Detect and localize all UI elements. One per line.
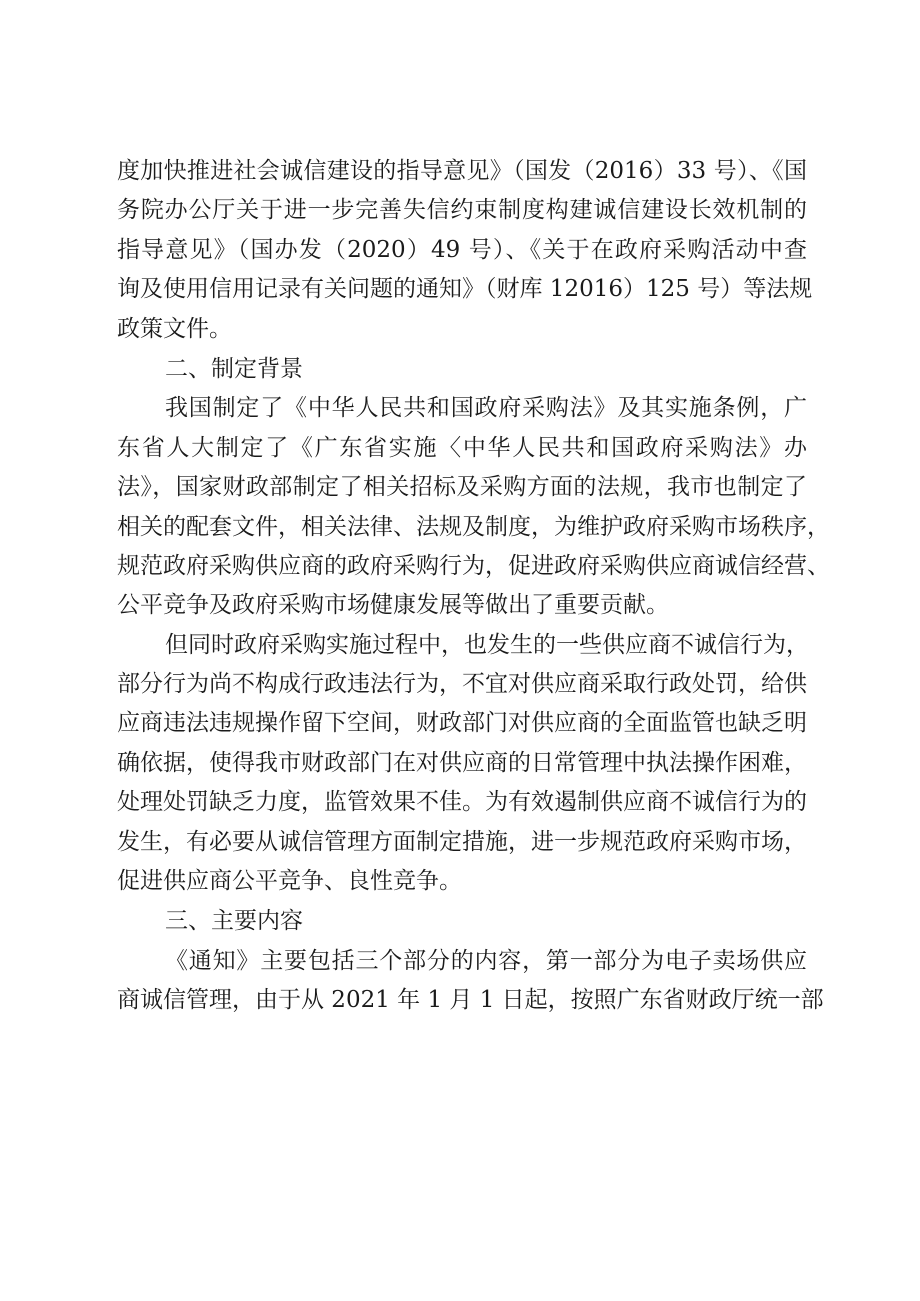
paragraph-main-content: [117, 942, 824, 1021]
text-line: 询及使用信用记录有关问题的通知》（财库 12016）125 号）等法规: [117, 276, 813, 303]
text-line: 法》，国家财政部制定了相关招标及采购方面的法规，我市也制定了: [117, 474, 807, 501]
text-line: 发生，有必要从诚信管理方面制定措施，进一步规范政府采购市场，: [117, 828, 807, 855]
text-line: 促进供应商公平竞争、良性竞争。: [117, 868, 462, 895]
text-line: 公平竞争及政府采购市场健康发展等做出了重要贡献。: [117, 592, 669, 619]
section-heading-background: 二、制定背景: [165, 355, 303, 382]
text-line: 度加快推进社会诚信建设的指导意见》（国发（2016）33 号）、《国: [117, 158, 807, 184]
text-line: 我国制定了《中华人民共和国政府采购法》及其实施条例，广: [165, 395, 807, 422]
document-page: [117, 152, 830, 1021]
text-line: 部分行为尚不构成行政违法行为，不宜对供应商采取行政处罚，给供: [117, 671, 807, 698]
paragraph-background: [117, 389, 830, 625]
text-line: 确依据，使得我市财政部门在对供应商的日常管理中执法操作困难，: [117, 749, 807, 776]
text-line: 规范政府采购供应商的政府采购行为，促进政府采购供应商诚信经营、: [117, 552, 830, 579]
paragraph-problems: [117, 626, 807, 902]
text-line: 政策文件。: [117, 315, 232, 342]
text-line: 但同时政府采购实施过程中，也发生的一些供应商不诚信行为，: [165, 631, 809, 658]
text-line: 东省人大制定了《广东省实施〈中华人民共和国政府采购法》办: [117, 434, 807, 461]
text-line: 指导意见》（国办发（2020）49 号）、《关于在政府采购活动中查: [117, 236, 807, 263]
text-line: 《通知》主要包括三个部分的内容，第一部分为电子卖场供应: [165, 947, 807, 974]
text-line: 相关的配套文件，相关法律、法规及制度，为维护政府采购市场秩序，: [117, 513, 830, 540]
text-line: 处理处罚缺乏力度，监管效果不佳。为有效遏制供应商不诚信行为的: [117, 789, 807, 816]
section-heading-main-content: 三、主要内容: [165, 908, 303, 935]
text-line: 务院办公厅关于进一步完善失信约束制度构建诚信建设长效机制的: [117, 197, 807, 224]
text-line: 商诚信管理，由于从 2021 年 1 月 1 日起，按照广东省财政厅统一部: [117, 987, 824, 1014]
paragraph-legal-basis: [117, 152, 813, 349]
text-line: 应商违法违规操作留下空间，财政部门对供应商的全面监管也缺乏明: [117, 710, 807, 737]
